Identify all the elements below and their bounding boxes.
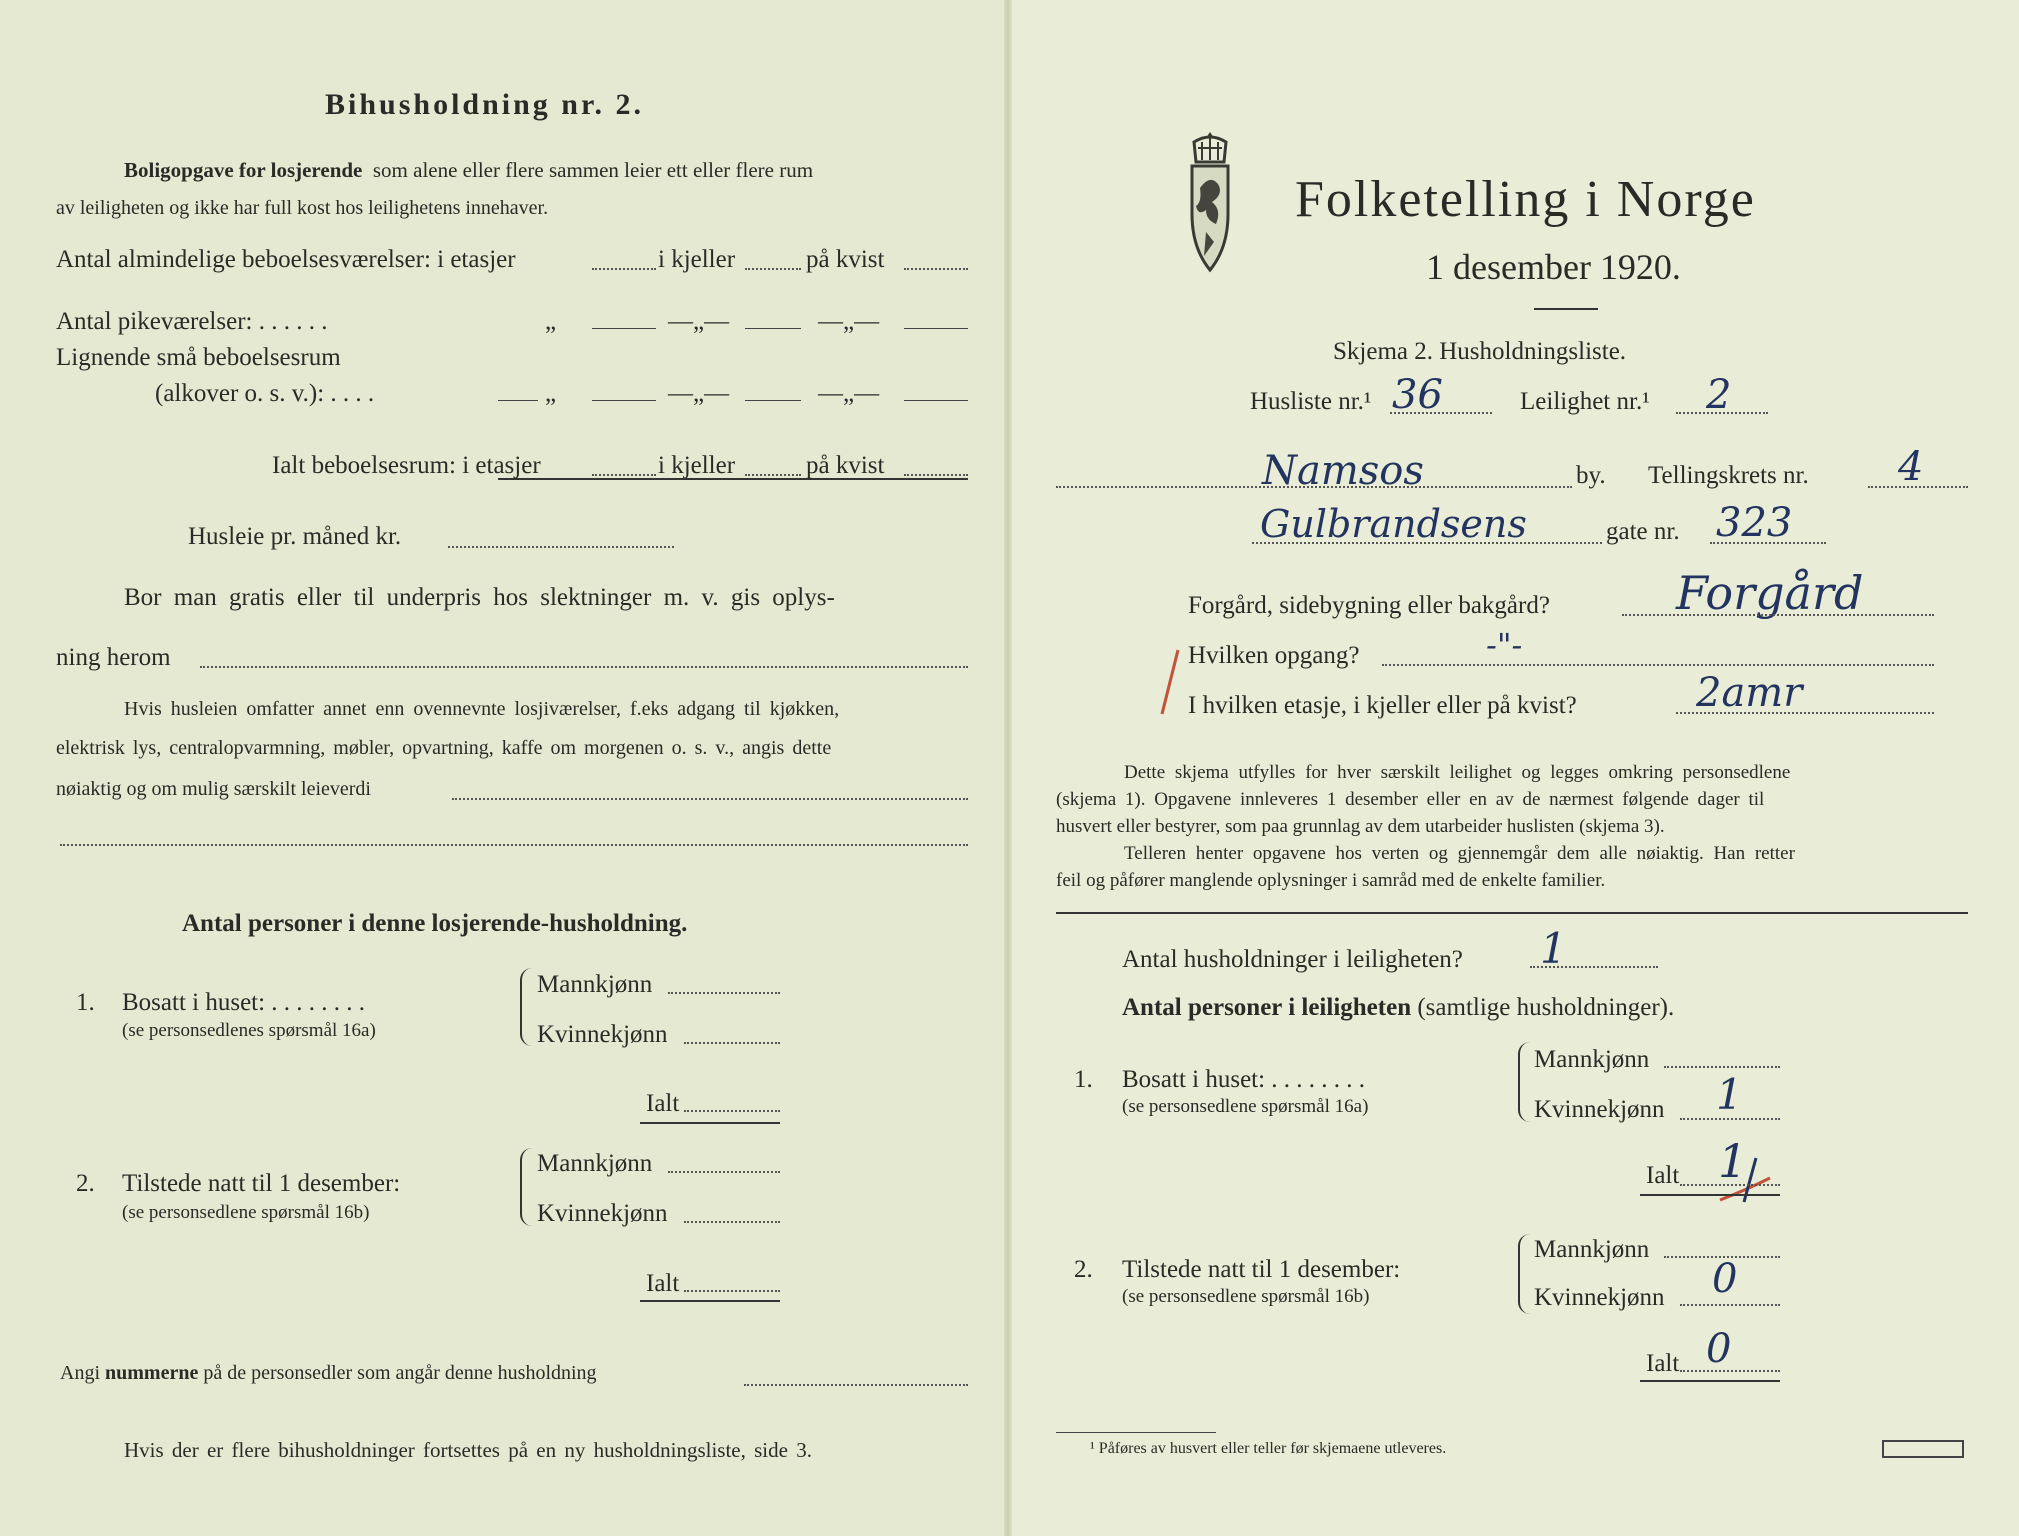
alkover-dash-1: —„— [668, 380, 730, 407]
opgang-field[interactable] [1382, 664, 1934, 666]
right-q1-kvinne-value: 1 [1716, 1070, 1743, 1119]
footnote-rule [1056, 1432, 1216, 1433]
info-p1-l1: Dette skjema utfylles for hver særskilt leilighet og legges omkring personsedlene [1124, 762, 1791, 783]
antal-alm-kvist-field[interactable] [904, 268, 968, 270]
hvis-husleien-l2: elektrisk lys, centralopvarmning, møbler, opvartning, kaffe om morgenen o. s. v., angis dette [56, 737, 832, 759]
husleie-label: Husleie pr. måned kr. [188, 523, 402, 550]
left-q1-ialt-dots[interactable] [684, 1110, 780, 1112]
gate-nr-field[interactable] [1710, 542, 1826, 544]
antal-pers-rest: (samtlige husholdninger). [1417, 994, 1675, 1021]
angi-bold: nummerne [105, 1362, 199, 1384]
left-q1-kvinne-field[interactable] [684, 1042, 780, 1044]
info-p2-l2: feil og påfører manglende oplysninger i samråd med de enkelte familier. [1056, 870, 1606, 891]
antal-alm-etasjer-field[interactable] [592, 268, 656, 270]
right-footnote: ¹ Påføres av husvert eller teller før skjemaene utleveres. [1090, 1440, 1447, 1457]
ialt-rum-label: Ialt beboelsesrum: i etasjer [272, 452, 541, 479]
husliste-nr-field[interactable] [1390, 412, 1492, 414]
opgang-value: -"- [1486, 626, 1523, 664]
right-q2-ialt-dots[interactable] [1680, 1370, 1780, 1372]
right-q1-label: Bosatt i huset: . . . . . . . . [1122, 1066, 1366, 1093]
printer-stamp-icon [1882, 1440, 1964, 1458]
gate-nr-value: 323 [1716, 500, 1793, 546]
right-q2-label: Tilstede natt til 1 desember: [1122, 1256, 1401, 1283]
leilighet-nr-field[interactable] [1676, 412, 1768, 414]
antal-pers-bold: Antal personer i leiligheten [1122, 994, 1412, 1021]
tellingskrets-nr-field[interactable] [1868, 486, 1968, 488]
by-name-value: Namsos [1262, 448, 1424, 494]
info-p1-l3: husvert eller bestyrer, som paa grunnlag av dem utarbeider huslisten (skjema 3). [1056, 816, 1665, 837]
pike-kjeller-field[interactable] [745, 328, 801, 329]
angi-line [60, 1362, 597, 1385]
husliste-nr-value: 36 [1392, 372, 1443, 418]
intro-line-2: av leiligheten og ikke har full kost hos leilighetens innehaver. [56, 197, 549, 219]
left-q2-mann-label: Mannkjønn [537, 1150, 653, 1177]
right-q2-ialt-value: 0 [1706, 1326, 1732, 1372]
right-q1-mann-label: Mannkjønn [1534, 1046, 1650, 1073]
ialt-rum-kvist-label: på kvist [806, 452, 885, 479]
left-q1-ialt-rule [640, 1122, 780, 1124]
left-q1-mann-label: Mannkjønn [537, 971, 653, 998]
tellingskrets-label: Tellingskrets nr. [1648, 462, 1809, 489]
angi-rest: på de personsedler som angår denne husholdning [203, 1362, 597, 1384]
left-q2-num: 2. [76, 1170, 95, 1197]
left-title: Bihusholdning nr. 2. [325, 88, 645, 121]
right-q2-kvinne-field[interactable] [1680, 1304, 1780, 1306]
right-q2-kvinne-value: 0 [1712, 1256, 1738, 1302]
red-correction-stroke-icon [1716, 1150, 1776, 1206]
antal-alm-kjeller-label: i kjeller [658, 246, 736, 273]
right-q1-sub: (se personsedlene spørsmål 16a) [1122, 1096, 1369, 1117]
etasje-value: 2amr [1696, 670, 1803, 716]
leieverdi-extra-field[interactable] [60, 844, 968, 846]
forgaard-field[interactable] [1622, 614, 1934, 616]
left-q2-sub: (se personsedlene spørsmål 16b) [122, 1202, 370, 1223]
left-q1-num: 1. [76, 989, 95, 1016]
right-q2-brace [1518, 1234, 1530, 1314]
right-q1-ialt-value: 1 [1718, 1134, 1748, 1188]
antal-alm-kvist-label: på kvist [806, 246, 885, 273]
left-q2-brace [520, 1148, 532, 1226]
alkover-dash-2: —„— [818, 380, 880, 407]
leieverdi-field[interactable] [452, 798, 968, 800]
alkover-kjeller-field[interactable] [745, 400, 801, 401]
bor-man-line: Bor man gratis eller til underpris hos slektninger m. v. gis oplys- [124, 584, 835, 611]
red-check-mark-icon [1158, 648, 1182, 716]
antal-alm-kjeller-field[interactable] [745, 268, 801, 270]
forgaard-label: Forgård, sidebygning eller bakgård? [1188, 592, 1550, 619]
pike-dash-2: —„— [818, 308, 880, 335]
info-divider [1056, 912, 1968, 914]
left-q1-mann-field[interactable] [668, 992, 780, 994]
antal-personer-heading: Antal personer i denne losjerende-husholdning. [182, 910, 688, 937]
ialt-rum-kvist-field[interactable] [904, 474, 968, 476]
right-q1-brace [1518, 1042, 1530, 1122]
right-q1-kvinne-field[interactable] [1680, 1118, 1780, 1120]
etasje-field[interactable] [1676, 712, 1934, 714]
pike-kvist-field[interactable] [904, 328, 968, 329]
right-q2-ialt-rule [1640, 1380, 1780, 1382]
by-name-field[interactable] [1056, 486, 1572, 488]
by-label: by. [1576, 462, 1606, 489]
right-q2-kvinne-label: Kvinnekjønn [1534, 1284, 1665, 1311]
right-q2-sub: (se personsedlene spørsmål 16b) [1122, 1286, 1370, 1307]
left-q2-mann-field[interactable] [668, 1171, 780, 1173]
right-title: Folketelling i Norge [1295, 171, 1756, 228]
opgang-label: Hvilken opgang? [1188, 642, 1360, 669]
title-underline [1534, 308, 1598, 310]
alkover-etasjer-field[interactable] [592, 400, 656, 401]
gate-name-field[interactable] [1252, 542, 1602, 544]
left-q1-label: Bosatt i huset: . . . . . . . . [122, 989, 366, 1016]
ialt-rum-kjeller-field[interactable] [745, 474, 801, 476]
antal-hush-value: 1 [1540, 924, 1567, 973]
antal-pike-label: Antal pikeværelser: . . . . . . [56, 308, 328, 335]
hvis-husleien-l1: Hvis husleien omfatter annet enn ovennevnte losjiværelser, f.eks adgang til kjøkken, [124, 698, 840, 720]
pike-quote: „ [545, 308, 557, 335]
left-footer: Hvis der er flere bihusholdninger fortsettes på en ny husholdningsliste, side 3. [124, 1438, 812, 1462]
intro-rest: som alene eller flere sammen leier ett eller flere rum [372, 158, 814, 182]
ning-herom-label: ning herom [56, 644, 171, 671]
intro-bold: Boligopgave for losjerende [124, 158, 363, 182]
gate-name-value: Gulbrandsens [1260, 502, 1527, 546]
skjema-label: Skjema 2. Husholdningsliste. [1333, 338, 1627, 365]
left-q1-kvinne-label: Kvinnekjønn [537, 1021, 668, 1048]
leilighet-nr-value: 2 [1706, 372, 1732, 418]
left-q1-ialt-label: Ialt [646, 1090, 680, 1117]
right-q1-mann-field[interactable] [1664, 1066, 1780, 1068]
page-fold [1004, 0, 1012, 1536]
left-q1-sub: (se personsedlenes spørsmål 16a) [122, 1020, 376, 1041]
antal-hush-label: Antal husholdninger i leiligheten? [1122, 946, 1463, 973]
info-p2-l1: Telleren henter opgavene hos verten og gjennemgår dem alle nøiaktig. Han retter [1124, 843, 1795, 864]
left-q2-label: Tilstede natt til 1 desember: [122, 1170, 401, 1197]
right-q1-ialt-dots[interactable] [1680, 1184, 1780, 1186]
left-q2-kvinne-label: Kvinnekjønn [537, 1200, 668, 1227]
ialt-rum-etasjer-field[interactable] [592, 474, 656, 476]
left-page [0, 0, 1008, 1536]
alkover-lead-line [498, 400, 538, 401]
right-q2-num: 2. [1074, 1256, 1093, 1283]
intro-line-1 [124, 158, 813, 183]
left-q2-kvinne-field[interactable] [684, 1221, 780, 1223]
forgaard-value: Forgård [1676, 566, 1864, 620]
right-q1-kvinne-label: Kvinnekjønn [1534, 1096, 1665, 1123]
left-q2-ialt-dots[interactable] [684, 1290, 780, 1292]
left-q1-brace [520, 968, 532, 1046]
pike-etasjer-field[interactable] [592, 328, 656, 329]
ialt-rum-kjeller-label: i kjeller [658, 452, 736, 479]
info-p1-l2: (skjema 1). Opgavene innleveres 1 desember eller en av de nærmest følgende dager til [1056, 789, 1765, 810]
left-q2-ialt-rule [640, 1300, 780, 1302]
alkover-kvist-field[interactable] [904, 400, 968, 401]
angi-pre: Angi [60, 1362, 100, 1384]
alkover-quote: „ [545, 380, 557, 407]
leilighet-label: Leilighet nr.¹ [1520, 388, 1650, 415]
right-q1-num: 1. [1074, 1066, 1093, 1093]
right-q2-ialt-label: Ialt [1646, 1350, 1680, 1377]
right-date: 1 desember 1920. [1426, 247, 1681, 287]
tellingskrets-nr-value: 4 [1898, 444, 1924, 490]
norway-coat-of-arms-icon [1172, 128, 1248, 278]
husleie-field[interactable] [448, 546, 674, 548]
alkover-label: (alkover o. s. v.): . . . . [155, 380, 375, 407]
antal-hush-field[interactable] [1530, 966, 1658, 968]
antal-alm-label: Antal almindelige beboelsesværelser: i etasjer [56, 246, 516, 273]
ning-herom-field[interactable] [200, 666, 968, 668]
right-q1-ialt-label: Ialt [1646, 1162, 1680, 1189]
pike-dash-1: —„— [668, 308, 730, 335]
lignende-label: Lignende små beboelsesrum [56, 344, 341, 371]
right-q2-mann-label: Mannkjønn [1534, 1236, 1650, 1263]
hvis-husleien-l3: nøiaktig og om mulig særskilt leieverdi [56, 778, 371, 800]
etasje-label: I hvilken etasje, i kjeller eller på kvist? [1188, 692, 1577, 719]
gate-label: gate nr. [1606, 518, 1680, 545]
right-q1-ialt-rule [1640, 1194, 1780, 1196]
husliste-label: Husliste nr.¹ [1250, 388, 1372, 415]
angi-field[interactable] [744, 1384, 968, 1386]
left-q2-ialt-label: Ialt [646, 1270, 680, 1297]
antal-pers-line [1122, 994, 1674, 1022]
